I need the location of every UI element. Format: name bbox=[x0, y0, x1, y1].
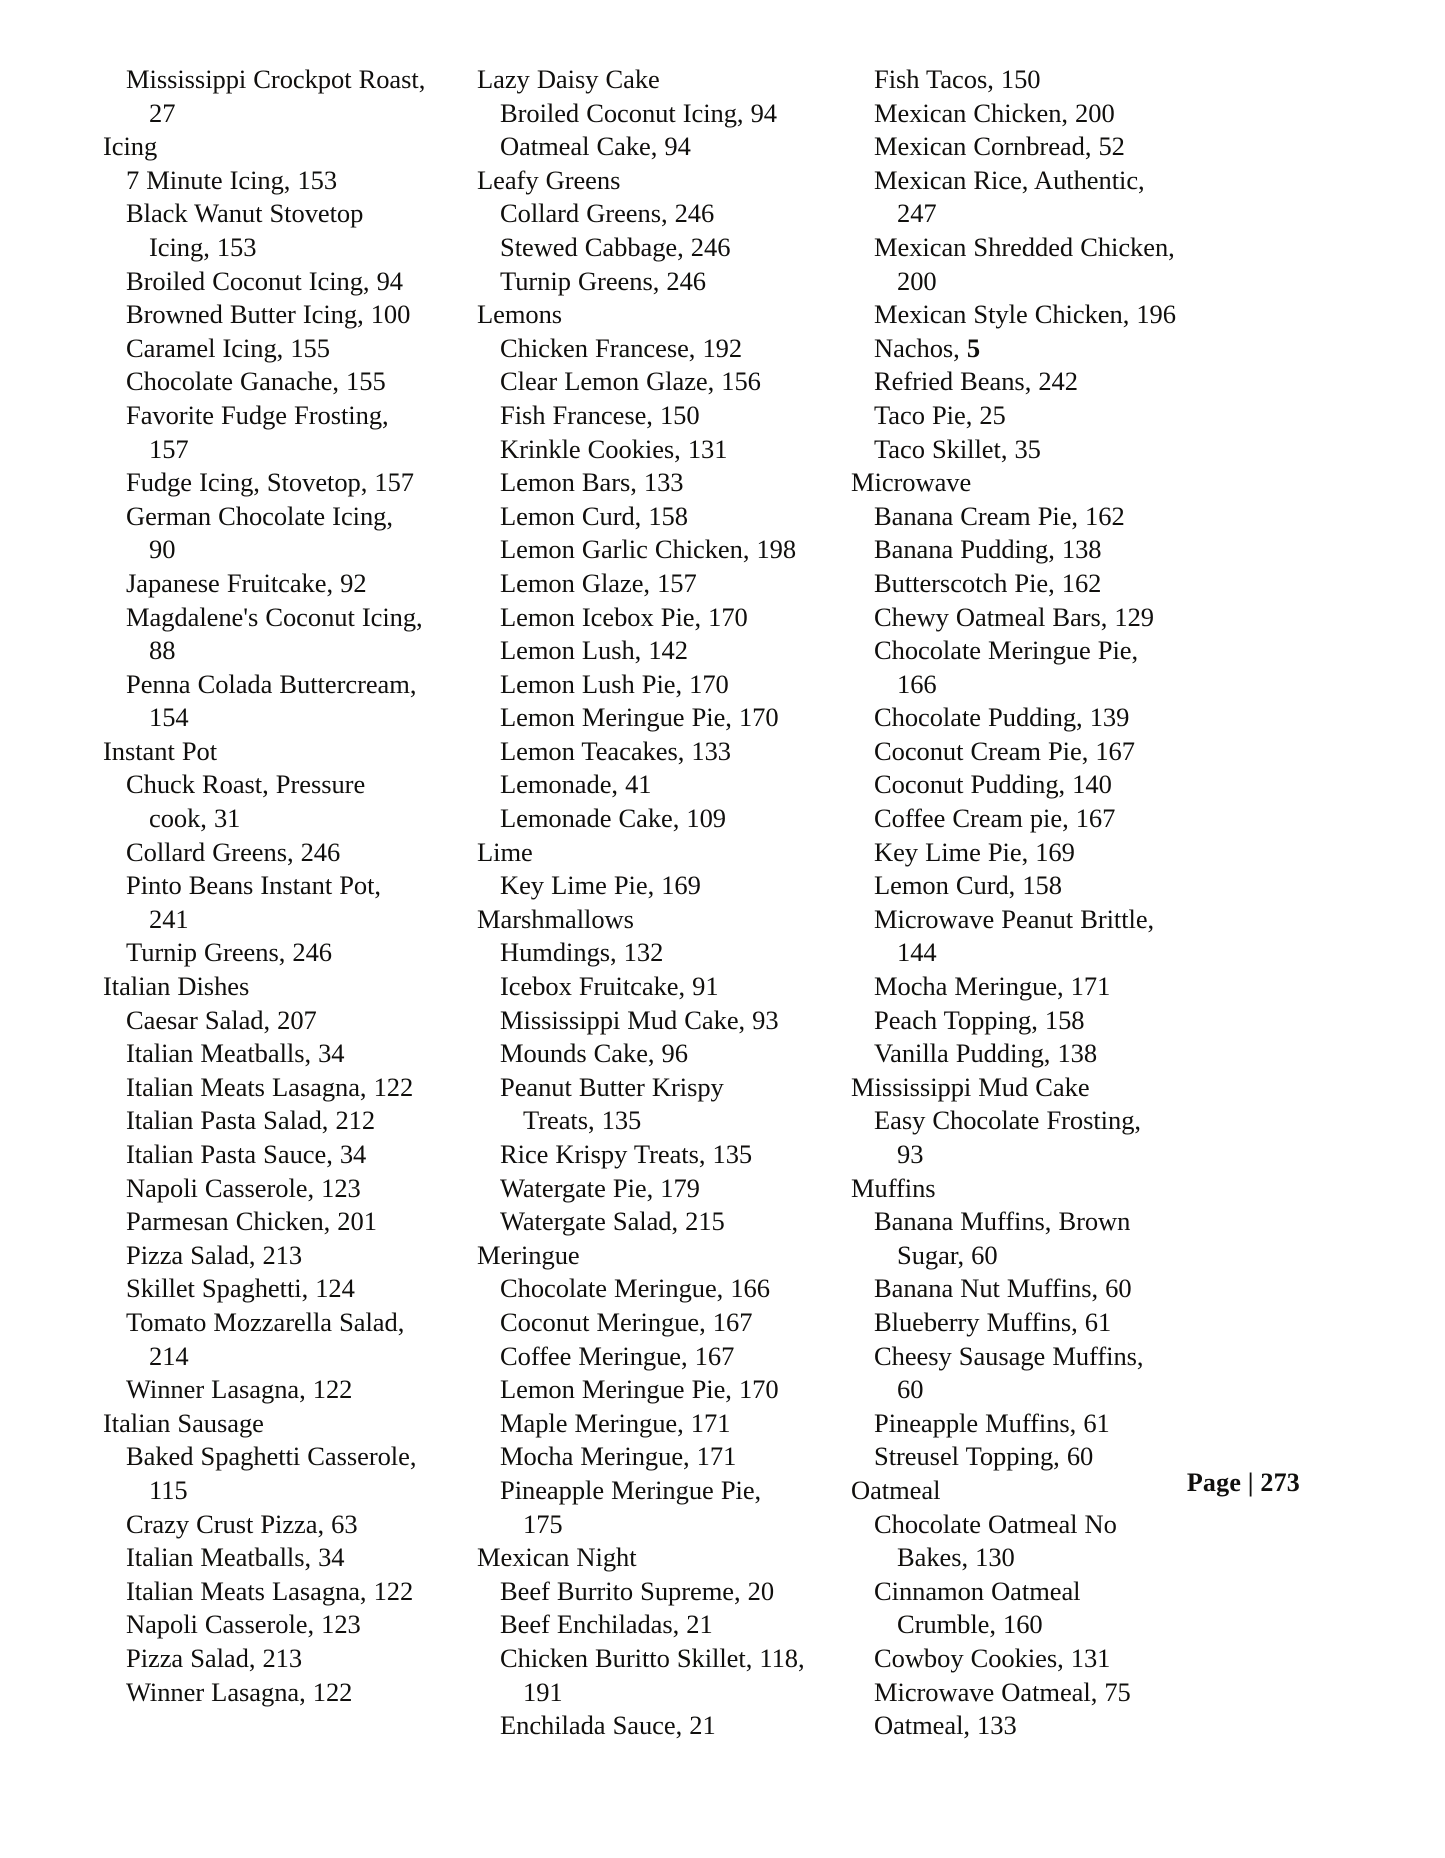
index-entry bbox=[851, 533, 1223, 567]
index-entry-text: Banana Nut Muffins, 60 bbox=[874, 1273, 1132, 1304]
index-entry bbox=[851, 1037, 1223, 1071]
index-entry-text: Oatmeal Cake, 94 bbox=[500, 131, 691, 162]
index-entry bbox=[851, 869, 1223, 903]
index-entry-text: Banana Cream Pie, 162 bbox=[874, 500, 1125, 531]
index-entry-text: Lemon Bars, 133 bbox=[500, 467, 684, 498]
index-entry-text: Cheesy Sausage Muffins, bbox=[874, 1340, 1144, 1371]
index-entry bbox=[103, 1676, 475, 1710]
index-entry bbox=[103, 197, 475, 264]
index-entry-text: Broiled Coconut Icing, 94 bbox=[500, 97, 777, 128]
index-entry-text: Lemon Glaze, 157 bbox=[500, 567, 697, 598]
index-entry-text: Magdalene's Coconut Icing, bbox=[126, 601, 423, 632]
index-entry bbox=[851, 1440, 1223, 1474]
index-entry-text: Banana Muffins, Brown bbox=[874, 1206, 1131, 1237]
index-entry-text: Coconut Cream Pie, 167 bbox=[874, 735, 1135, 766]
index-entry bbox=[477, 601, 849, 635]
index-heading bbox=[477, 298, 849, 332]
index-entry bbox=[477, 970, 849, 1004]
index-entry-continuation: 90 bbox=[149, 534, 176, 565]
index-entry-text: Lemon Icebox Pie, 170 bbox=[500, 601, 748, 632]
index-entry-text: Pineapple Muffins, 61 bbox=[874, 1407, 1110, 1438]
index-entry-continuation: cook, 31 bbox=[149, 803, 241, 834]
index-entry bbox=[477, 1172, 849, 1206]
index-entry bbox=[851, 836, 1223, 870]
index-entry bbox=[103, 332, 475, 366]
index-entry bbox=[103, 1004, 475, 1038]
index-entry-text: Cinnamon Oatmeal bbox=[874, 1575, 1081, 1606]
index-entry-text: Pizza Salad, 213 bbox=[126, 1642, 303, 1673]
index-entry bbox=[851, 1104, 1223, 1171]
index-entry-text: Coffee Cream pie, 167 bbox=[874, 803, 1116, 834]
index-heading bbox=[103, 130, 475, 164]
index-entry-continuation: 144 bbox=[897, 937, 937, 968]
index-entry-text: Mississippi Mud Cake, 93 bbox=[500, 1004, 779, 1035]
index-entry-text: Chocolate Oatmeal No bbox=[874, 1508, 1117, 1539]
index-entry-text: Chocolate Meringue, 166 bbox=[500, 1273, 770, 1304]
index-heading bbox=[477, 836, 849, 870]
index-entry bbox=[851, 231, 1223, 298]
index-entry-text: Streusel Topping, 60 bbox=[874, 1441, 1094, 1472]
index-entry bbox=[103, 1172, 475, 1206]
index-entry bbox=[851, 735, 1223, 769]
column-2 bbox=[477, 63, 849, 1743]
index-entry bbox=[103, 1138, 475, 1172]
index-entry bbox=[103, 365, 475, 399]
index-entry bbox=[477, 399, 849, 433]
index-entry-text: Mocha Meringue, 171 bbox=[874, 971, 1111, 1002]
index-entry bbox=[477, 332, 849, 366]
index-entry bbox=[103, 1205, 475, 1239]
index-entry bbox=[477, 1340, 849, 1374]
index-entry-text: Mexican Shredded Chicken, bbox=[874, 231, 1175, 262]
index-entry-text: Lemon Garlic Chicken, 198 bbox=[500, 534, 797, 565]
index-entry-text: Key Lime Pie, 169 bbox=[500, 870, 701, 901]
index-entry bbox=[477, 1071, 849, 1138]
index-entry-text: Beef Burrito Supreme, 20 bbox=[500, 1575, 775, 1606]
index-entry-text: 7 Minute Icing, 153 bbox=[126, 164, 338, 195]
index-entry bbox=[103, 1541, 475, 1575]
index-entry bbox=[103, 1440, 475, 1507]
index-entry bbox=[477, 1272, 849, 1306]
index-entry bbox=[851, 567, 1223, 601]
index-entry bbox=[103, 1104, 475, 1138]
index-entry-text: Microwave bbox=[851, 467, 972, 498]
index-entry bbox=[851, 130, 1223, 164]
index-entry bbox=[477, 1205, 849, 1239]
index-entry-text: Mexican Night bbox=[477, 1542, 637, 1573]
index-entry-text: Vanilla Pudding, 138 bbox=[874, 1038, 1098, 1069]
index-entry bbox=[851, 1575, 1223, 1642]
index-entry-text: Skillet Spaghetti, 124 bbox=[126, 1273, 355, 1304]
index-heading bbox=[477, 1239, 849, 1273]
index-entry bbox=[477, 936, 849, 970]
index-entry-text: Lemon Teacakes, 133 bbox=[500, 735, 731, 766]
index-entry-continuation: 88 bbox=[149, 635, 176, 666]
index-entry bbox=[477, 1037, 849, 1071]
index-entry-text: Parmesan Chicken, 201 bbox=[126, 1206, 377, 1237]
column-1 bbox=[103, 63, 475, 1709]
index-entry-continuation: Icing, 153 bbox=[149, 231, 257, 262]
index-entry bbox=[477, 1642, 849, 1709]
index-entry bbox=[477, 634, 849, 668]
index-entry-continuation: 175 bbox=[523, 1508, 563, 1539]
index-entry-text: Chicken Francese, 192 bbox=[500, 332, 743, 363]
index-entry-text: Browned Butter Icing, 100 bbox=[126, 299, 411, 330]
index-entry-text: Chicken Buritto Skillet, 118, bbox=[500, 1642, 805, 1673]
index-entry-text: Lemon Curd, 158 bbox=[874, 870, 1062, 901]
index-entry-text: Mexican Chicken, 200 bbox=[874, 97, 1115, 128]
index-entry-text: Lemon Lush, 142 bbox=[500, 635, 688, 666]
index-entry bbox=[103, 1306, 475, 1373]
index-entry bbox=[851, 1709, 1223, 1743]
index-entry-text: Italian Sausage bbox=[103, 1407, 264, 1438]
index-entry bbox=[851, 634, 1223, 701]
index-heading bbox=[851, 1474, 1223, 1508]
index-entry-text: Favorite Fudge Frosting, bbox=[126, 399, 389, 430]
index-entry bbox=[103, 768, 475, 835]
index-entry bbox=[851, 1642, 1223, 1676]
index-entry-text: Refried Beans, 242 bbox=[874, 366, 1078, 397]
index-entry-text: Humdings, 132 bbox=[500, 937, 664, 968]
index-entry bbox=[103, 1071, 475, 1105]
index-entry-text: Coffee Meringue, 167 bbox=[500, 1340, 735, 1371]
index-entry-text: Italian Dishes bbox=[103, 971, 250, 1002]
index-entry bbox=[851, 1407, 1223, 1441]
index-entry-text: Winner Lasagna, 122 bbox=[126, 1676, 353, 1707]
index-entry-text: Mississippi Mud Cake bbox=[851, 1071, 1090, 1102]
index-entry bbox=[103, 836, 475, 870]
index-entry bbox=[477, 265, 849, 299]
index-entry bbox=[103, 265, 475, 299]
index-columns-container bbox=[103, 63, 1303, 1743]
index-entry-text: Italian Meatballs, 34 bbox=[126, 1542, 345, 1573]
index-heading bbox=[103, 970, 475, 1004]
index-entry-text: Chocolate Ganache, 155 bbox=[126, 366, 386, 397]
index-entry-text: Italian Pasta Sauce, 34 bbox=[126, 1139, 367, 1169]
index-entry bbox=[477, 1474, 849, 1541]
index-entry bbox=[103, 936, 475, 970]
index-entry-text: Winner Lasagna, 122 bbox=[126, 1374, 353, 1405]
index-entry-text: Pizza Salad, 213 bbox=[126, 1239, 303, 1270]
index-entry bbox=[851, 802, 1223, 836]
index-entry-text: Lime bbox=[477, 836, 533, 867]
index-entry-text: Oatmeal, 133 bbox=[874, 1710, 1017, 1741]
index-entry-text: Turnip Greens, 246 bbox=[126, 937, 332, 968]
index-entry-text: Watergate Pie, 179 bbox=[500, 1172, 700, 1203]
index-entry-text: Lemonade Cake, 109 bbox=[500, 803, 727, 834]
index-entry-text: Maple Meringue, 171 bbox=[500, 1407, 731, 1438]
index-entry bbox=[103, 466, 475, 500]
index-entry bbox=[477, 668, 849, 702]
index-entry bbox=[851, 1272, 1223, 1306]
index-entry-continuation: 115 bbox=[149, 1474, 188, 1505]
index-entry-continuation: 214 bbox=[149, 1340, 189, 1371]
index-entry bbox=[851, 768, 1223, 802]
index-entry-continuation: 157 bbox=[149, 433, 189, 464]
index-entry-text: Mocha Meringue, 171 bbox=[500, 1441, 737, 1472]
index-entry-text: Collard Greens, 246 bbox=[500, 198, 715, 229]
index-entry bbox=[851, 1676, 1223, 1710]
index-entry bbox=[477, 1709, 849, 1743]
index-entry-text: Caesar Salad, 207 bbox=[126, 1004, 317, 1035]
index-entry-text: Pineapple Meringue Pie, bbox=[500, 1474, 762, 1505]
index-entry-continuation: Bakes, 130 bbox=[897, 1542, 1015, 1573]
index-entry-continuation: Crumble, 160 bbox=[897, 1609, 1043, 1640]
index-entry bbox=[103, 869, 475, 936]
index-entry bbox=[103, 399, 475, 466]
index-entry bbox=[851, 97, 1223, 131]
column-3 bbox=[851, 63, 1223, 1743]
index-entry-text: Taco Pie, 25 bbox=[874, 399, 1006, 430]
index-entry bbox=[851, 433, 1223, 467]
index-entry-page-bold: 5 bbox=[966, 332, 981, 363]
index-entry-text: Fudge Icing, Stovetop, 157 bbox=[126, 467, 414, 498]
index-entry-text: Chuck Roast, Pressure bbox=[126, 769, 366, 800]
index-entry bbox=[103, 500, 475, 567]
index-entry bbox=[851, 1340, 1223, 1407]
index-entry-text: Mexican Cornbread, 52 bbox=[874, 131, 1125, 162]
index-entry-text: Coconut Meringue, 167 bbox=[500, 1306, 753, 1337]
index-heading bbox=[103, 1407, 475, 1441]
index-entry bbox=[477, 701, 849, 735]
index-entry-text: Mississippi Crockpot Roast, bbox=[126, 64, 426, 94]
index-entry bbox=[851, 365, 1223, 399]
index-entry bbox=[477, 1575, 849, 1609]
index-entry bbox=[477, 802, 849, 836]
index-entry-text: Key Lime Pie, 169 bbox=[874, 836, 1075, 867]
index-entry bbox=[851, 903, 1223, 970]
index-entry bbox=[103, 298, 475, 332]
index-entry-text: Napoli Casserole, 123 bbox=[126, 1609, 361, 1640]
index-entry-text: Crazy Crust Pizza, 63 bbox=[126, 1508, 358, 1539]
index-entry bbox=[103, 1608, 475, 1642]
index-entry-text: Lemon Meringue Pie, 170 bbox=[500, 1374, 779, 1405]
index-entry bbox=[477, 97, 849, 131]
index-entry bbox=[851, 164, 1223, 231]
index-entry bbox=[477, 869, 849, 903]
index-entry-text: Lemon Meringue Pie, 170 bbox=[500, 702, 779, 733]
index-entry-continuation: 93 bbox=[897, 1139, 924, 1169]
index-entry-text: Italian Meats Lasagna, 122 bbox=[126, 1071, 414, 1102]
index-entry bbox=[103, 1642, 475, 1676]
index-entry-text: Leafy Greens bbox=[477, 164, 621, 195]
index-entry bbox=[851, 500, 1223, 534]
index-entry bbox=[477, 1407, 849, 1441]
index-entry-text: Oatmeal bbox=[851, 1474, 941, 1505]
index-entry-text: Taco Skillet, 35 bbox=[874, 433, 1041, 464]
index-heading bbox=[103, 735, 475, 769]
index-entry bbox=[103, 601, 475, 668]
index-entry-text: Chewy Oatmeal Bars, 129 bbox=[874, 601, 1155, 632]
index-entry-text: Marshmallows bbox=[477, 903, 634, 934]
index-entry-text: Fish Francese, 150 bbox=[500, 399, 700, 430]
index-entry-text: Nachos, bbox=[874, 332, 967, 363]
index-entry-text: Muffins bbox=[851, 1172, 936, 1203]
index-entry-text: Baked Spaghetti Casserole, bbox=[126, 1441, 417, 1472]
index-entry bbox=[477, 1138, 849, 1172]
index-heading bbox=[477, 1541, 849, 1575]
index-entry-text: Lemons bbox=[477, 299, 563, 330]
index-entry-text: Chocolate Pudding, 139 bbox=[874, 702, 1130, 733]
index-entry-continuation: 200 bbox=[897, 265, 937, 296]
index-entry-text: Peach Topping, 158 bbox=[874, 1004, 1085, 1035]
index-entry bbox=[851, 601, 1223, 635]
index-entry-text: Broiled Coconut Icing, 94 bbox=[126, 265, 403, 296]
index-entry-text: Italian Meats Lasagna, 122 bbox=[126, 1575, 414, 1606]
index-entry bbox=[477, 1373, 849, 1407]
index-entry bbox=[103, 1037, 475, 1071]
index-entry-continuation: 241 bbox=[149, 903, 189, 934]
index-entry-text: Japanese Fruitcake, 92 bbox=[126, 567, 367, 598]
index-entry-continuation: 247 bbox=[897, 198, 937, 229]
index-entry-continuation: 191 bbox=[523, 1676, 563, 1707]
index-entry-text: Italian Meatballs, 34 bbox=[126, 1038, 345, 1069]
index-entry-text: Pinto Beans Instant Pot, bbox=[126, 870, 382, 901]
index-entry bbox=[851, 1306, 1223, 1340]
index-entry-text: Stewed Cabbage, 246 bbox=[500, 231, 731, 262]
index-entry bbox=[851, 701, 1223, 735]
index-entry-continuation: Treats, 135 bbox=[523, 1105, 642, 1136]
index-entry-text: Napoli Casserole, 123 bbox=[126, 1172, 361, 1203]
index-entry bbox=[851, 1508, 1223, 1575]
index-entry bbox=[103, 1575, 475, 1609]
index-entry-text: Icebox Fruitcake, 91 bbox=[500, 971, 719, 1002]
index-entry bbox=[103, 1239, 475, 1273]
index-entry-text: Enchilada Sauce, 21 bbox=[500, 1710, 716, 1741]
index-entry-continuation: 166 bbox=[897, 668, 937, 699]
index-entry bbox=[477, 1306, 849, 1340]
index-entry-text: Turnip Greens, 246 bbox=[500, 265, 706, 296]
index-entry-text: Penna Colada Buttercream, bbox=[126, 668, 417, 699]
index-entry-text: Caramel Icing, 155 bbox=[126, 332, 330, 363]
index-entry-continuation: 27 bbox=[149, 97, 176, 128]
index-entry-text: Lemon Curd, 158 bbox=[500, 500, 688, 531]
index-entry bbox=[477, 1440, 849, 1474]
index-entry-text: Beef Enchiladas, 21 bbox=[500, 1609, 713, 1640]
index-entry bbox=[477, 433, 849, 467]
index-entry-text: Mexican Style Chicken, 196 bbox=[874, 299, 1176, 330]
index-entry-text: Microwave Peanut Brittle, bbox=[874, 903, 1155, 934]
index-entry-text: Meringue bbox=[477, 1239, 580, 1270]
index-entry bbox=[851, 399, 1223, 433]
index-entry-text: Lemonade, 41 bbox=[500, 769, 652, 800]
index-entry-continuation: Sugar, 60 bbox=[897, 1239, 998, 1270]
index-entry bbox=[103, 63, 475, 130]
index-entry-text: Icing bbox=[103, 131, 158, 162]
index-entry bbox=[477, 500, 849, 534]
index-entry-text: Blueberry Muffins, 61 bbox=[874, 1306, 1112, 1337]
index-entry-text: Chocolate Meringue Pie, bbox=[874, 635, 1139, 666]
index-heading bbox=[477, 164, 849, 198]
index-entry bbox=[477, 768, 849, 802]
index-entry bbox=[103, 1508, 475, 1542]
index-entry-continuation: 154 bbox=[149, 702, 189, 733]
index-heading bbox=[851, 1172, 1223, 1206]
index-entry bbox=[477, 466, 849, 500]
index-entry bbox=[103, 164, 475, 198]
index-entry bbox=[477, 197, 849, 231]
index-entry-text: Banana Pudding, 138 bbox=[874, 534, 1102, 565]
index-entry bbox=[103, 567, 475, 601]
index-entry-text: Cowboy Cookies, 131 bbox=[874, 1642, 1111, 1673]
index-entry-text: Rice Krispy Treats, 135 bbox=[500, 1139, 753, 1169]
index-heading bbox=[851, 466, 1223, 500]
index-entry bbox=[851, 332, 1223, 366]
index-entry bbox=[851, 1004, 1223, 1038]
index-entry-text: Easy Chocolate Frosting, bbox=[874, 1105, 1141, 1136]
index-entry-text: Italian Pasta Salad, 212 bbox=[126, 1105, 376, 1136]
index-entry-text: Fish Tacos, 150 bbox=[874, 64, 1041, 94]
index-entry-text: Butterscotch Pie, 162 bbox=[874, 567, 1102, 598]
page-footer: Page | 273 bbox=[1186, 1468, 1300, 1497]
index-entry bbox=[477, 533, 849, 567]
index-entry bbox=[477, 1004, 849, 1038]
index-entry-text: Mounds Cake, 96 bbox=[500, 1038, 688, 1069]
index-entry-text: Watergate Salad, 215 bbox=[500, 1206, 725, 1237]
index-entry-text: Peanut Butter Krispy bbox=[500, 1071, 724, 1102]
index-entry-text: Black Wanut Stovetop bbox=[126, 198, 364, 229]
index-entry bbox=[103, 668, 475, 735]
index-entry-text: Instant Pot bbox=[103, 735, 218, 766]
index-entry bbox=[477, 231, 849, 265]
index-entry-text: Lemon Lush Pie, 170 bbox=[500, 668, 729, 699]
index-entry-text: German Chocolate Icing, bbox=[126, 500, 393, 531]
index-entry-continuation: 60 bbox=[897, 1374, 924, 1405]
index-entry-text: Coconut Pudding, 140 bbox=[874, 769, 1112, 800]
index-entry-text: Mexican Rice, Authentic, bbox=[874, 164, 1145, 195]
index-entry-text: Krinkle Cookies, 131 bbox=[500, 433, 728, 464]
index-entry bbox=[851, 298, 1223, 332]
index-entry-text: Collard Greens, 246 bbox=[126, 836, 341, 867]
index-entry bbox=[477, 1608, 849, 1642]
index-entry-text: Tomato Mozzarella Salad, bbox=[126, 1306, 405, 1337]
index-entry-text: Lazy Daisy Cake bbox=[477, 64, 660, 94]
index-entry-text: Clear Lemon Glaze, 156 bbox=[500, 366, 761, 397]
index-entry-text: Microwave Oatmeal, 75 bbox=[874, 1676, 1131, 1707]
index-entry bbox=[103, 1272, 475, 1306]
index-entry bbox=[477, 365, 849, 399]
index-entry bbox=[103, 1373, 475, 1407]
index-entry bbox=[477, 735, 849, 769]
index-heading bbox=[477, 63, 849, 97]
index-entry bbox=[477, 130, 849, 164]
index-heading bbox=[477, 903, 849, 937]
index-heading bbox=[851, 1071, 1223, 1105]
index-entry bbox=[477, 567, 849, 601]
index-entry bbox=[851, 63, 1223, 97]
index-entry bbox=[851, 970, 1223, 1004]
index-entry bbox=[851, 1205, 1223, 1272]
